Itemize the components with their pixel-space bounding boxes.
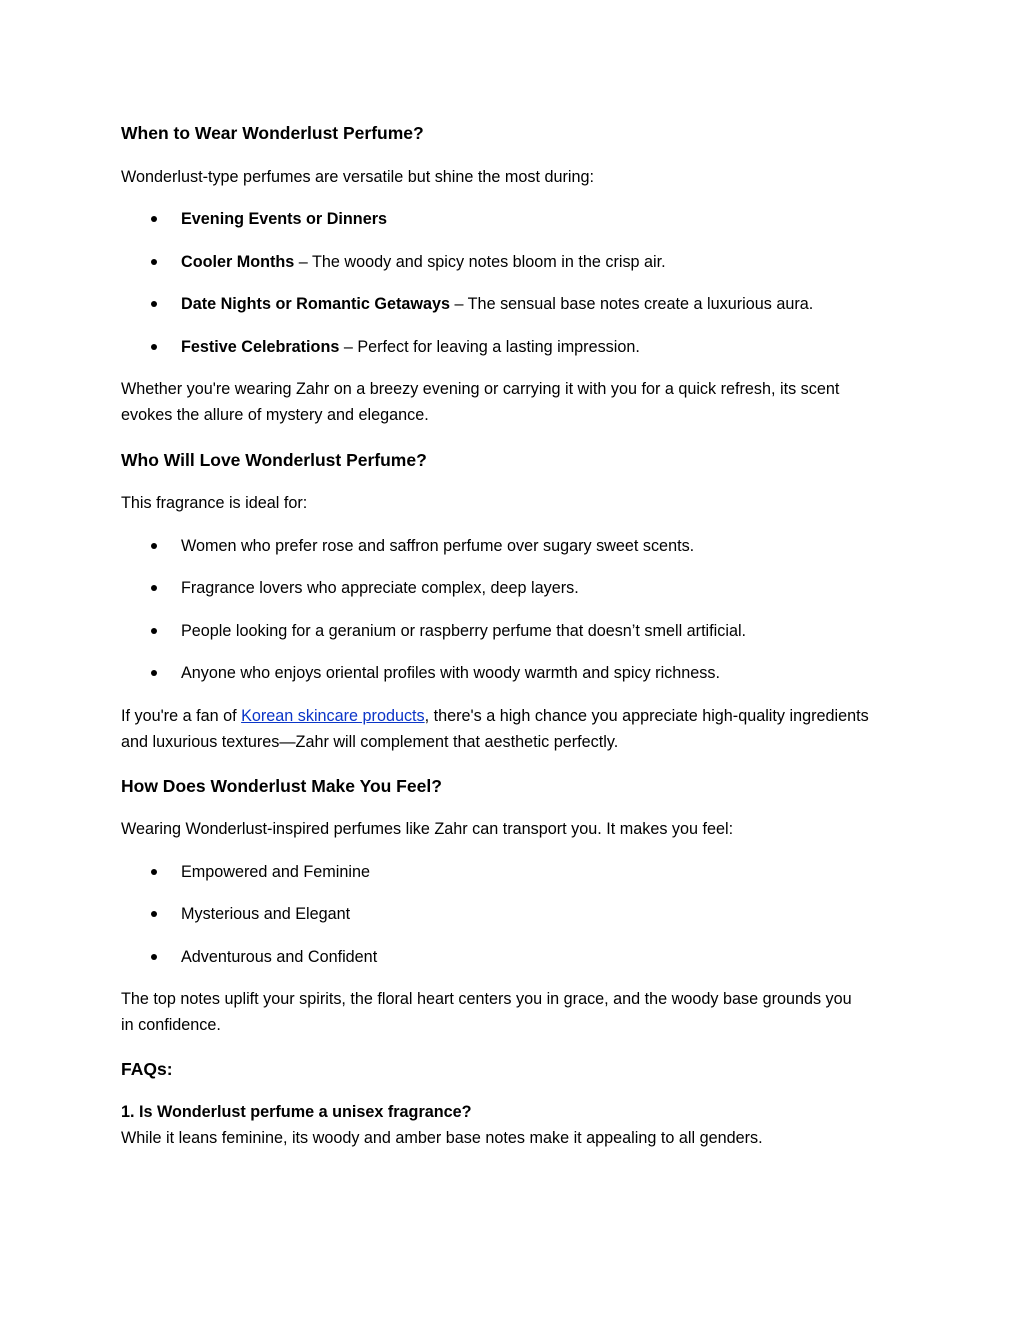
paragraph-line: and luxurious textures—Zahr will complement that aesthetic perfectly. — [121, 733, 619, 751]
section-intro-when: Wonderlust-type perfumes are versatile but shine the most during: — [121, 168, 594, 186]
list-item: Date Nights or Romantic Getaways – The sensual base notes create a luxurious aura. — [181, 295, 814, 313]
faq-answer: While it leans feminine, its woody and amber base notes make it appealing to all genders. — [121, 1129, 763, 1147]
section-heading-when: When to Wear Wonderlust Perfume? — [121, 123, 424, 143]
bullet-icon — [151, 628, 157, 634]
section-heading-who: Who Will Love Wonderlust Perfume? — [121, 450, 427, 470]
list-item: Anyone who enjoys oriental profiles with woody warmth and spicy richness. — [181, 664, 720, 682]
list-item: Mysterious and Elegant — [181, 905, 351, 923]
list-item: Festive Celebrations – Perfect for leaving a lasting impression. — [181, 338, 640, 356]
section-intro-feel: Wearing Wonderlust-inspired perfumes like Zahr can transport you. It makes you feel: — [121, 820, 734, 838]
section-heading-faqs: FAQs: — [121, 1059, 173, 1079]
bullet-icon — [151, 259, 157, 265]
list-item: Empowered and Feminine — [181, 863, 370, 881]
bullet-icon — [151, 585, 157, 591]
korean-skincare-link[interactable]: Korean skincare products — [241, 707, 425, 725]
bullet-icon — [151, 344, 157, 350]
bullet-icon — [151, 670, 157, 676]
faq-question: 1. Is Wonderlust perfume a unisex fragrance? — [121, 1103, 472, 1121]
list-item: Evening Events or Dinners — [181, 210, 387, 228]
bullet-icon — [151, 911, 157, 917]
paragraph-line: The top notes uplift your spirits, the floral heart centers you in grace, and the woody base grounds you — [121, 990, 852, 1008]
bullet-icon — [151, 954, 157, 960]
paragraph-line: in confidence. — [121, 1016, 221, 1034]
paragraph-line: Whether you're wearing Zahr on a breezy evening or carrying it with you for a quick refresh, its scent — [121, 380, 840, 398]
bullet-icon — [151, 543, 157, 549]
list-item: People looking for a geranium or raspberry perfume that doesn’t smell artificial. — [181, 622, 747, 640]
section-intro-who: This fragrance is ideal for: — [121, 494, 308, 512]
list-item: Adventurous and Confident — [181, 948, 378, 966]
list-item: Women who prefer rose and saffron perfume over sugary sweet scents. — [181, 537, 695, 555]
paragraph-line: evokes the allure of mystery and elegance. — [121, 406, 429, 424]
list-item: Cooler Months – The woody and spicy notes bloom in the crisp air. — [181, 253, 666, 271]
bullet-icon — [151, 216, 157, 222]
section-heading-feel: How Does Wonderlust Make You Feel? — [121, 776, 442, 796]
list-item: Fragrance lovers who appreciate complex, deep layers. — [181, 579, 579, 597]
bullet-icon — [151, 869, 157, 875]
paragraph-line: If you're a fan of Korean skincare products, there's a high chance you appreciate high-quality ingredients — [121, 707, 869, 725]
bullet-icon — [151, 301, 157, 307]
